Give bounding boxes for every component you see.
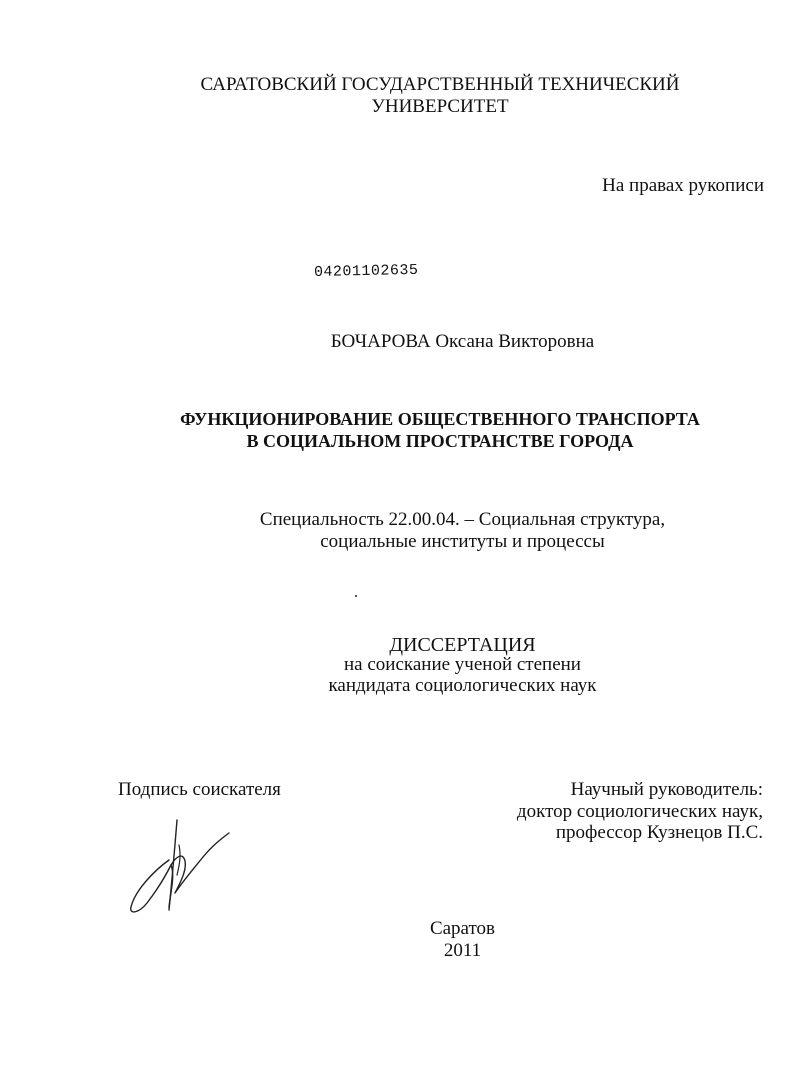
- specialty-line2: социальные институты и процессы: [320, 531, 605, 552]
- degree-line1: на соискание ученой степени: [344, 654, 581, 675]
- thesis-title-line1: ФУНКЦИОНИРОВАНИЕ ОБЩЕСТВЕННОГО ТРАНСПОРТА: [180, 409, 700, 429]
- applicant-signature-label: Подпись соискателя: [118, 779, 281, 800]
- university-name-line2: УНИВЕРСИТЕТ: [371, 96, 509, 117]
- handwritten-signature: [125, 815, 235, 920]
- dissertation-heading: ДИССЕРТАЦИЯ: [389, 634, 536, 656]
- archive-code: 04201102635: [313, 261, 419, 281]
- university-name-line1: САРАТОВСКИЙ ГОСУДАРСТВЕННЫЙ ТЕХНИЧЕСКИЙ: [200, 74, 680, 95]
- year: 2011: [443, 940, 482, 961]
- supervisor-name: профессор Кузнецов П.С.: [555, 822, 763, 843]
- supervisor-label: Научный руководитель:: [570, 779, 763, 800]
- thesis-title-line2: В СОЦИАЛЬНОМ ПРОСТРАНСТВЕ ГОРОДА: [246, 431, 634, 451]
- city: Саратов: [429, 918, 496, 939]
- degree-line2: кандидата социологических наук: [328, 675, 597, 696]
- scan-speck: [355, 595, 357, 597]
- author-name: БОЧАРОВА Оксана Викторовна: [330, 331, 595, 352]
- rights-note: На правах рукописи: [602, 175, 764, 196]
- specialty-line1: Специальность 22.00.04. – Социальная структура,: [259, 509, 666, 530]
- supervisor-degree: доктор социологических наук,: [516, 801, 763, 822]
